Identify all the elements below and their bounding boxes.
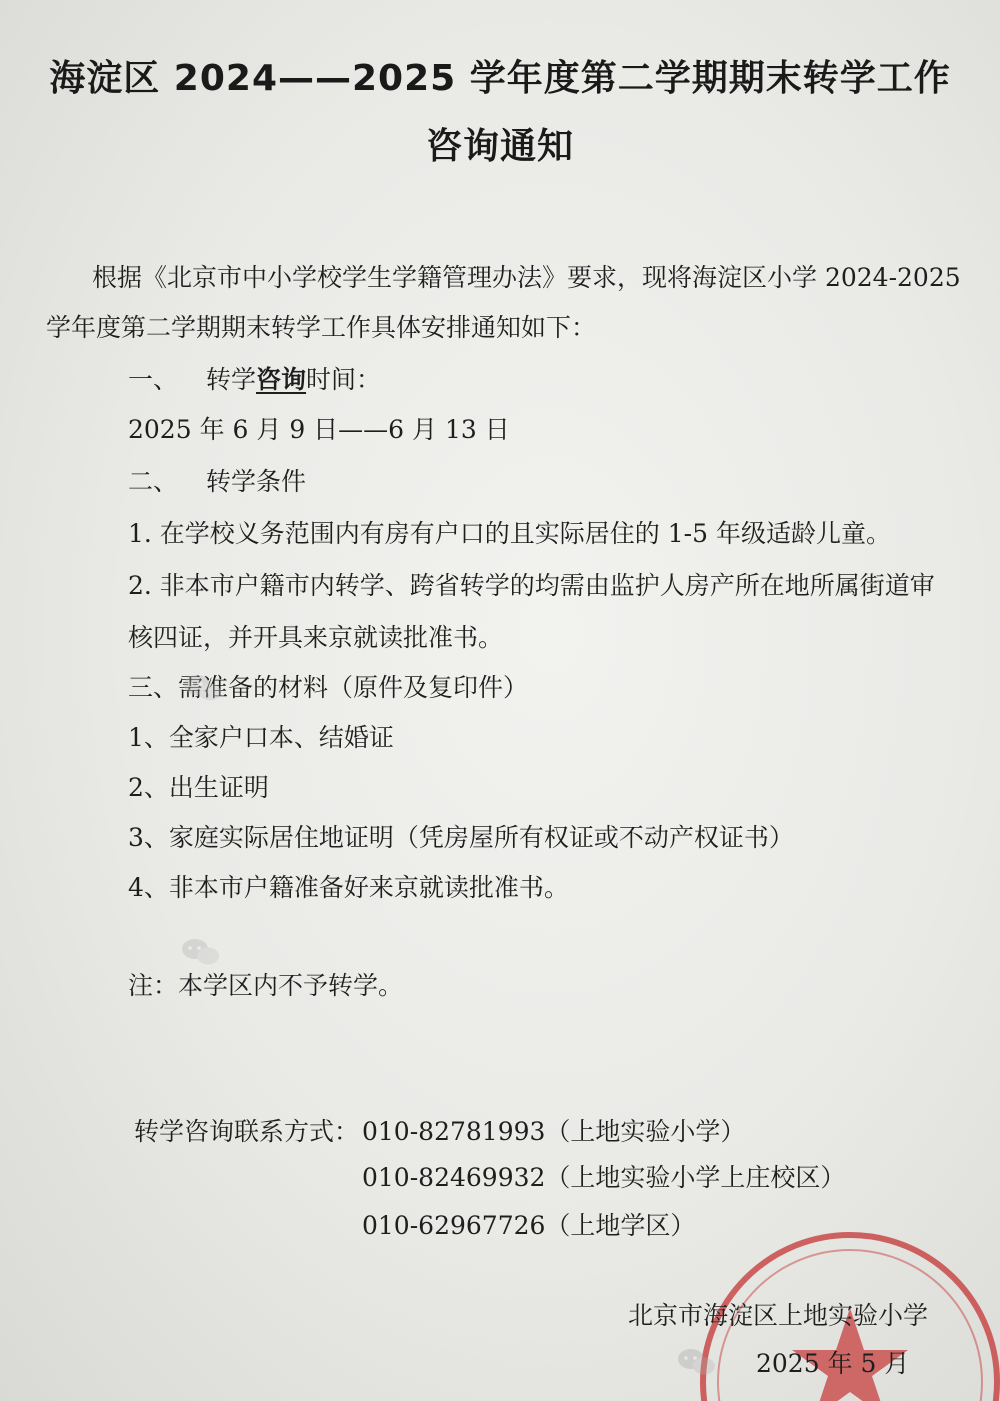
condition-item-1: 1. 在学校义务范围内有房有户口的且实际居住的 1-5 年级适龄儿童。 (128, 519, 891, 548)
notice-title-line1: 海淀区 2024——2025 学年度第二学期期末转学工作 (49, 58, 951, 99)
material-item-4: 4、非本市户籍准备好来京就读批准书。 (128, 873, 569, 902)
notice-title-line2: 咨询通知 (425, 126, 574, 167)
section1-heading (128, 360, 381, 396)
material-item-3: 3、家庭实际居住地证明（凭房屋所有权证或不动产权证书） (128, 823, 794, 852)
contact-label: 转学咨询联系方式： (134, 1117, 360, 1146)
condition-item-2-line1: 2. 非本市户籍市内转学、跨省转学的均需由监护人房产所在地所属街道审 (128, 571, 935, 600)
signing-organization: 北京市海淀区上地实验小学 (628, 1301, 929, 1330)
contact-phone-1: 010-82781993（上地实验小学） (362, 1117, 746, 1146)
material-item-2: 2、出生证明 (128, 773, 269, 802)
wechat-watermark-icon (182, 672, 224, 704)
signing-date: 2025 年 5 月 (756, 1349, 910, 1378)
section1-label-pre: 转学 (206, 365, 257, 394)
section1-number: 一、 (128, 365, 179, 394)
section2-label: 转学条件 (206, 467, 307, 496)
consult-date-range: 2025 年 6 月 9 日——6 月 13 日 (128, 415, 510, 444)
section1-label-emphasis: 咨询 (256, 365, 307, 394)
section1-label-post: 时间： (306, 365, 382, 394)
contact-phone-3: 010-62967726（上地学区） (362, 1211, 696, 1240)
section2-heading (128, 462, 306, 498)
section2-number: 二、 (128, 467, 179, 496)
contact-phone-2: 010-82469932（上地实验小学上庄校区） (362, 1163, 846, 1192)
intro-line2: 学年度第二学期期末转学工作具体安排通知如下： (46, 313, 597, 342)
wechat-watermark-icon-2 (180, 936, 222, 968)
note-text: 注：本学区内不予转学。 (128, 971, 404, 1000)
section3-heading: 三、需准备的材料（原件及复印件） (128, 673, 529, 702)
intro-line1: 根据《北京市中小学校学生学籍管理办法》要求，现将海淀区小学 2024-2025 (92, 263, 961, 292)
wechat-watermark-icon-3 (676, 1346, 718, 1378)
condition-item-2-line2: 核四证，并开具来京就读批准书。 (128, 623, 504, 652)
material-item-1: 1、全家户口本、结婚证 (128, 723, 394, 752)
